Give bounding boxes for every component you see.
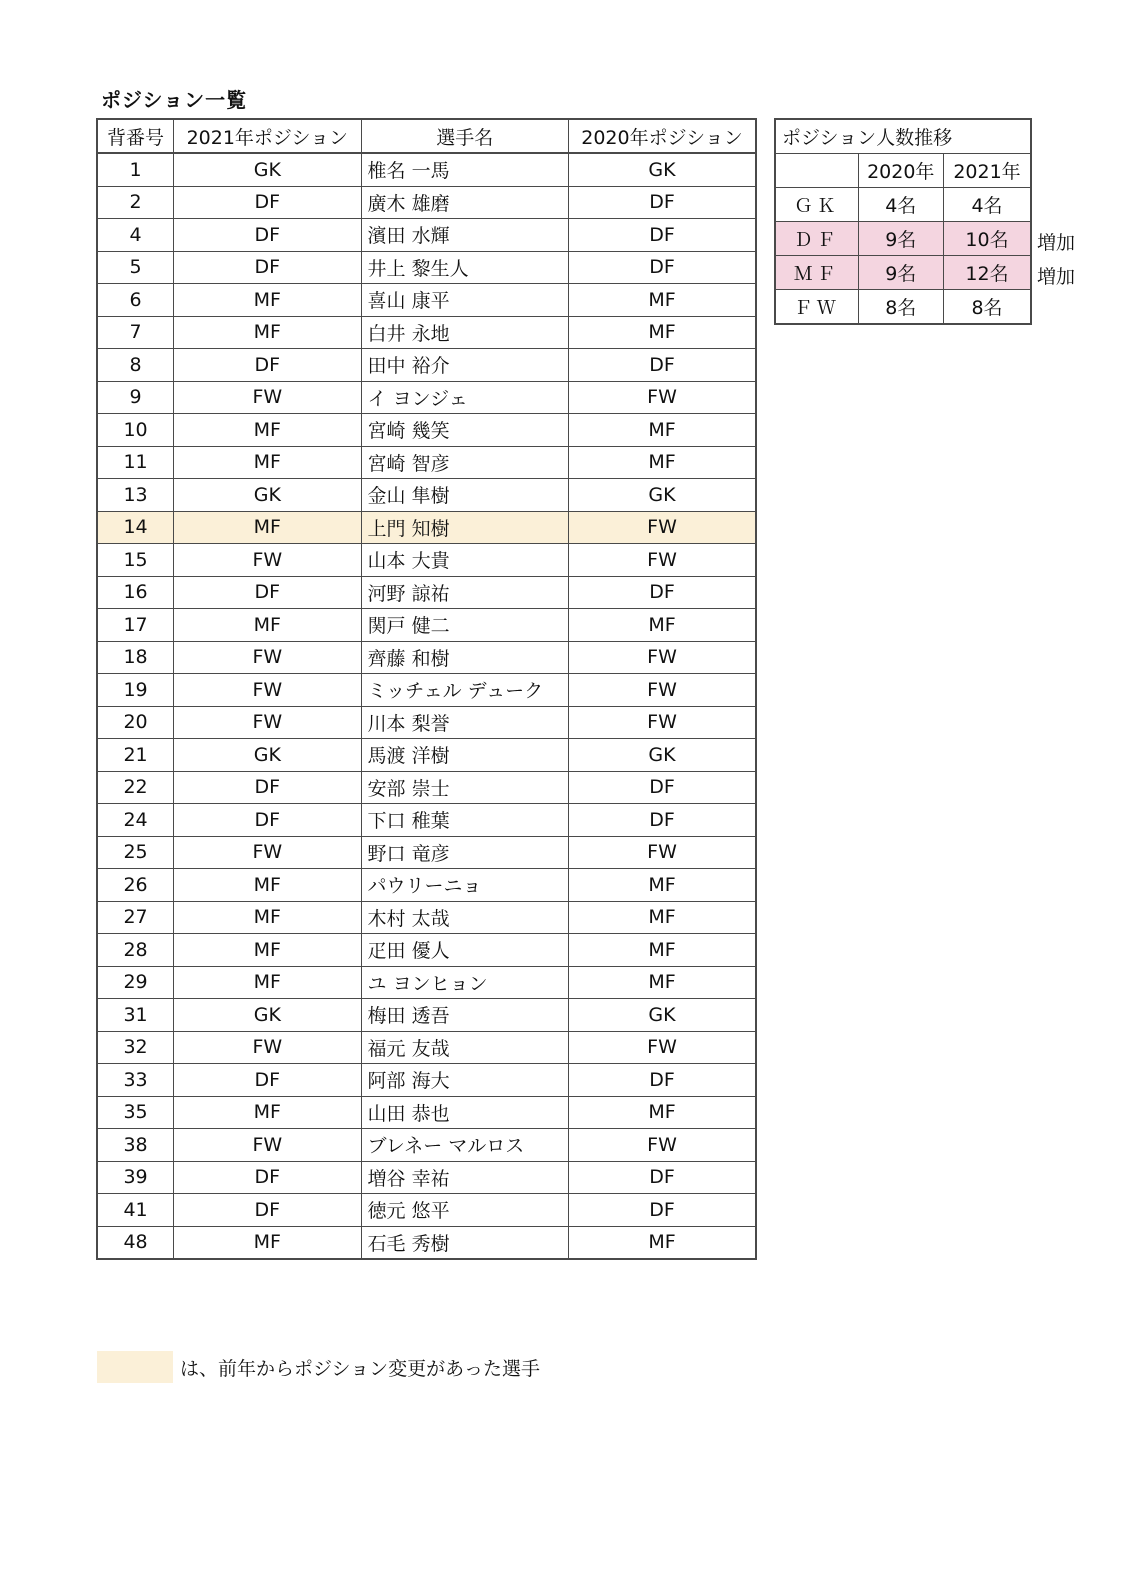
summary-count-2020: 9名 [858, 256, 944, 290]
cell-position-2020: DF [569, 804, 757, 837]
cell-number: 20 [97, 706, 174, 739]
cell-position-2021: MF [174, 414, 361, 447]
cell-position-2021: MF [174, 1096, 361, 1129]
cell-number: 10 [97, 414, 174, 447]
cell-position-2021: MF [174, 934, 361, 967]
cell-player-name: 野口 竜彦 [361, 836, 568, 869]
summary-title: ポジション人数推移 [775, 119, 1031, 154]
cell-number: 7 [97, 316, 174, 349]
table-row [97, 999, 756, 1032]
cell-number: 19 [97, 674, 174, 707]
table-row [97, 544, 756, 577]
cell-number: 16 [97, 576, 174, 609]
cell-position-2021: DF [174, 219, 361, 252]
cell-player-name: 山田 恭也 [361, 1096, 568, 1129]
cell-number: 29 [97, 966, 174, 999]
cell-position-2021: MF [174, 901, 361, 934]
summary-count-2021: 10名 [944, 222, 1031, 256]
cell-player-name: 喜山 康平 [361, 284, 568, 317]
cell-position-2020: MF [569, 869, 757, 902]
summary-count-2021: 12名 [944, 256, 1031, 290]
page-title: ポジション一覧 [101, 88, 248, 112]
cell-position-2020: DF [569, 219, 757, 252]
cell-position-2020: FW [569, 544, 757, 577]
cell-number: 11 [97, 446, 174, 479]
summary-count-2020: 8名 [858, 290, 944, 325]
cell-position-2021: DF [174, 186, 361, 219]
summary-header-blank [775, 154, 858, 188]
cell-position-2020: FW [569, 836, 757, 869]
cell-position-2021: DF [174, 251, 361, 284]
cell-player-name: イ ヨンジェ [361, 381, 568, 414]
increase-note: 増加 [1037, 231, 1076, 254]
table-row [97, 739, 756, 772]
table-row [97, 1194, 756, 1227]
cell-number: 14 [97, 511, 174, 544]
cell-number: 22 [97, 771, 174, 804]
cell-position-2021: GK [174, 739, 361, 772]
cell-position-2021: MF [174, 316, 361, 349]
cell-position-2021: DF [174, 1064, 361, 1097]
cell-player-name: 梅田 透吾 [361, 999, 568, 1032]
table-row [97, 1031, 756, 1064]
cell-player-name: 福元 友哉 [361, 1031, 568, 1064]
table-row [97, 609, 756, 642]
table-header-row [97, 119, 756, 153]
cell-position-2021: MF [174, 609, 361, 642]
cell-number: 38 [97, 1129, 174, 1162]
cell-number: 26 [97, 869, 174, 902]
cell-position-2021: FW [174, 1129, 361, 1162]
table-row [97, 446, 756, 479]
cell-number: 13 [97, 479, 174, 512]
cell-player-name: 阿部 海大 [361, 1064, 568, 1097]
cell-player-name: 宮崎 智彦 [361, 446, 568, 479]
table-row [97, 1129, 756, 1162]
table-row [97, 1161, 756, 1194]
header-position-2020: 2020年ポジション [569, 119, 757, 153]
cell-player-name: 金山 隼樹 [361, 479, 568, 512]
cell-position-2020: FW [569, 1031, 757, 1064]
cell-number: 21 [97, 739, 174, 772]
cell-player-name: 上門 知樹 [361, 511, 568, 544]
table-row [97, 284, 756, 317]
legend-swatch [97, 1351, 173, 1383]
table-row [97, 479, 756, 512]
cell-number: 35 [97, 1096, 174, 1129]
cell-player-name: 山本 大貴 [361, 544, 568, 577]
cell-position-2020: DF [569, 186, 757, 219]
cell-position-2020: FW [569, 381, 757, 414]
legend-text: は、前年からポジション変更があった選手 [180, 1358, 540, 1380]
table-row [97, 186, 756, 219]
cell-player-name: 椎名 一馬 [361, 153, 568, 186]
cell-position-2020: DF [569, 251, 757, 284]
cell-player-name: パウリーニョ [361, 869, 568, 902]
table-row [97, 966, 756, 999]
cell-number: 39 [97, 1161, 174, 1194]
cell-position-2021: DF [174, 1194, 361, 1227]
table-row [97, 381, 756, 414]
cell-player-name: 川本 梨誉 [361, 706, 568, 739]
summary-header-row [775, 154, 1031, 188]
cell-number: 1 [97, 153, 174, 186]
cell-number: 8 [97, 349, 174, 382]
cell-position-2021: FW [174, 674, 361, 707]
cell-player-name: ブレネー マルロス [361, 1129, 568, 1162]
cell-player-name: ミッチェル デューク [361, 674, 568, 707]
cell-player-name: 徳元 悠平 [361, 1194, 568, 1227]
increase-note: 増加 [1037, 265, 1076, 288]
cell-position-2020: DF [569, 1064, 757, 1097]
table-row [97, 1064, 756, 1097]
cell-position-2020: FW [569, 641, 757, 674]
cell-position-2020: MF [569, 966, 757, 999]
summary-header-2020: 2020年 [858, 154, 944, 188]
header-position-2021: 2021年ポジション [174, 119, 361, 153]
cell-position-2020: DF [569, 576, 757, 609]
cell-player-name: 河野 諒祐 [361, 576, 568, 609]
cell-player-name: 井上 黎生人 [361, 251, 568, 284]
cell-player-name: 田中 裕介 [361, 349, 568, 382]
cell-position-2020: DF [569, 1194, 757, 1227]
cell-position-2020: MF [569, 1096, 757, 1129]
cell-player-name: 下口 稚葉 [361, 804, 568, 837]
position-list-table [96, 118, 757, 1260]
cell-number: 15 [97, 544, 174, 577]
cell-position-2020: MF [569, 446, 757, 479]
table-row [97, 771, 756, 804]
summary-header-2021: 2021年 [944, 154, 1031, 188]
cell-number: 5 [97, 251, 174, 284]
summary-count-2021: 8名 [944, 290, 1031, 325]
table-row [97, 706, 756, 739]
table-row [97, 251, 756, 284]
table-row [97, 641, 756, 674]
cell-number: 32 [97, 1031, 174, 1064]
cell-player-name: 疋田 優人 [361, 934, 568, 967]
cell-position-2021: FW [174, 836, 361, 869]
table-row [97, 901, 756, 934]
table-row [97, 511, 756, 544]
cell-number: 2 [97, 186, 174, 219]
cell-position-2021: FW [174, 1031, 361, 1064]
cell-position-2020: MF [569, 934, 757, 967]
cell-position-2021: FW [174, 381, 361, 414]
cell-number: 25 [97, 836, 174, 869]
summary-position: ＤＦ [775, 222, 858, 256]
table-row [97, 349, 756, 382]
cell-position-2021: DF [174, 771, 361, 804]
cell-position-2021: MF [174, 966, 361, 999]
cell-player-name: 増谷 幸祐 [361, 1161, 568, 1194]
cell-position-2021: DF [174, 576, 361, 609]
table-row [97, 576, 756, 609]
cell-position-2021: MF [174, 869, 361, 902]
cell-position-2021: MF [174, 1226, 361, 1259]
cell-number: 41 [97, 1194, 174, 1227]
cell-number: 48 [97, 1226, 174, 1259]
summary-count-2021: 4名 [944, 188, 1031, 222]
cell-number: 18 [97, 641, 174, 674]
cell-position-2021: MF [174, 446, 361, 479]
cell-position-2021: DF [174, 804, 361, 837]
cell-player-name: 白井 永地 [361, 316, 568, 349]
summary-row [775, 188, 1031, 222]
table-row [97, 934, 756, 967]
cell-player-name: 馬渡 洋樹 [361, 739, 568, 772]
cell-position-2020: MF [569, 316, 757, 349]
cell-position-2020: GK [569, 479, 757, 512]
summary-row [775, 256, 1031, 290]
cell-position-2021: GK [174, 479, 361, 512]
cell-position-2020: MF [569, 1226, 757, 1259]
cell-position-2020: FW [569, 1129, 757, 1162]
cell-position-2020: GK [569, 153, 757, 186]
summary-position: ＦＷ [775, 290, 858, 325]
cell-position-2021: MF [174, 511, 361, 544]
summary-count-2020: 4名 [858, 188, 944, 222]
cell-position-2021: GK [174, 153, 361, 186]
summary-row [775, 290, 1031, 325]
header-player-name: 選手名 [361, 119, 568, 153]
cell-position-2021: DF [174, 1161, 361, 1194]
cell-position-2021: MF [174, 284, 361, 317]
cell-position-2020: MF [569, 901, 757, 934]
summary-row [775, 222, 1031, 256]
table-row [97, 219, 756, 252]
cell-number: 33 [97, 1064, 174, 1097]
cell-position-2020: GK [569, 739, 757, 772]
position-count-table [774, 118, 1032, 325]
table-row [97, 1096, 756, 1129]
cell-number: 28 [97, 934, 174, 967]
header-number: 背番号 [97, 119, 174, 153]
table-row [97, 316, 756, 349]
table-row [97, 804, 756, 837]
cell-player-name: 宮崎 幾笑 [361, 414, 568, 447]
cell-number: 4 [97, 219, 174, 252]
cell-position-2020: FW [569, 674, 757, 707]
cell-position-2020: MF [569, 284, 757, 317]
table-row [97, 836, 756, 869]
cell-position-2020: MF [569, 414, 757, 447]
cell-position-2020: FW [569, 511, 757, 544]
cell-player-name: 濱田 水輝 [361, 219, 568, 252]
cell-position-2020: DF [569, 349, 757, 382]
table-row [97, 869, 756, 902]
cell-number: 17 [97, 609, 174, 642]
cell-position-2020: FW [569, 706, 757, 739]
cell-position-2021: FW [174, 706, 361, 739]
cell-player-name: 安部 崇士 [361, 771, 568, 804]
cell-number: 27 [97, 901, 174, 934]
cell-position-2020: MF [569, 609, 757, 642]
cell-position-2020: DF [569, 771, 757, 804]
table-body [97, 153, 756, 1259]
summary-body [775, 188, 1031, 325]
table-row [97, 1226, 756, 1259]
summary-count-2020: 9名 [858, 222, 944, 256]
summary-title-row [775, 119, 1031, 154]
summary-position: ＧＫ [775, 188, 858, 222]
cell-player-name: 廣木 雄磨 [361, 186, 568, 219]
cell-position-2021: DF [174, 349, 361, 382]
cell-number: 6 [97, 284, 174, 317]
cell-number: 9 [97, 381, 174, 414]
cell-player-name: 木村 太哉 [361, 901, 568, 934]
cell-player-name: 齊藤 和樹 [361, 641, 568, 674]
cell-position-2020: GK [569, 999, 757, 1032]
cell-position-2021: GK [174, 999, 361, 1032]
table-row [97, 153, 756, 186]
cell-position-2021: FW [174, 544, 361, 577]
cell-player-name: 関戸 健二 [361, 609, 568, 642]
cell-number: 24 [97, 804, 174, 837]
cell-player-name: ユ ヨンヒョン [361, 966, 568, 999]
cell-position-2020: DF [569, 1161, 757, 1194]
cell-number: 31 [97, 999, 174, 1032]
table-row [97, 674, 756, 707]
table-row [97, 414, 756, 447]
cell-player-name: 石毛 秀樹 [361, 1226, 568, 1259]
cell-position-2021: FW [174, 641, 361, 674]
summary-position: ＭＦ [775, 256, 858, 290]
